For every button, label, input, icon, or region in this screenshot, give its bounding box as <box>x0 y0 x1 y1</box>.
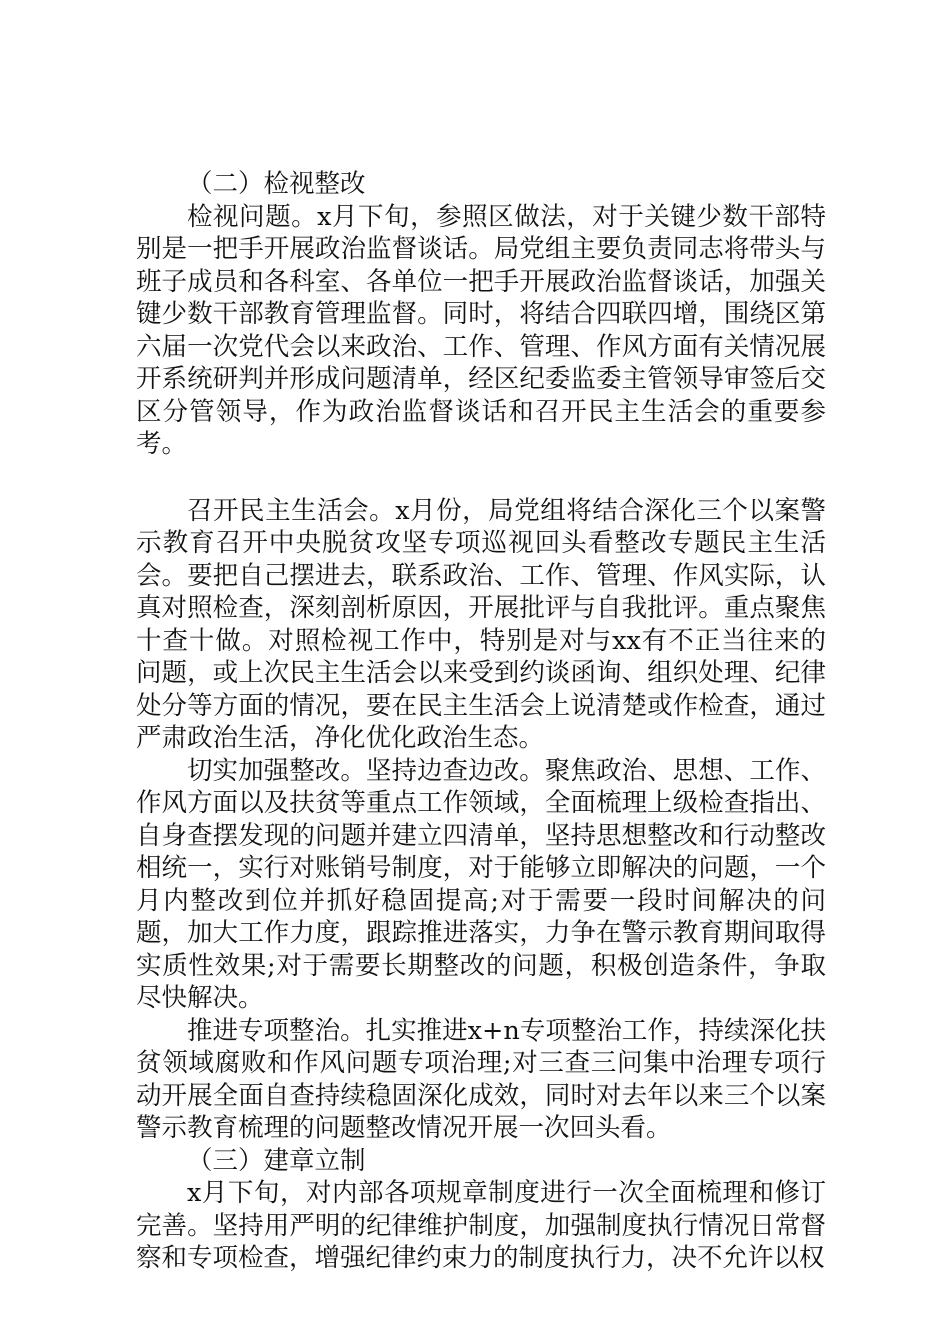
paragraph-strengthen-rectification: 切实加强整改。坚持边查边改。聚焦政治、思想、工作、作风方面以及扶贫等重点工作领域，全面梳理上级检查指出、自身查摆发现的问题并建立四清单，坚持思想整改和行动整改相统一，实行对账销号制度，对于能够立即解决的问题，一个月内整改到位并抓好稳固提高;对于需要一段时间解决的问题，加大工作力度，跟踪推进落实，力争在警示教育期间取得实质性效果;对于需要长期整改的问题，积极创造条件，争取尽快解决。 <box>136 755 826 1013</box>
section-heading-regulations: （三）建章立制 <box>187 1145 366 1176</box>
paragraph-special-rectification: 推进专项整治。扎实推进x+n专项整治工作，持续深化扶贫领域腐败和作风问题专项治理;对三查三问集中治理专项行动开展全面自查持续稳固深化成效，同时对去年以来三个以案警示教育梳理的问题整改情况开展一次回头看。 <box>136 1015 826 1143</box>
section-heading-inspection: （二）检视整改 <box>187 169 366 199</box>
paragraph-regulations: x月下旬，对内部各项规章制度进行一次全面梳理和修订完善。坚持用严明的纪律维护制度，加强制度执行情况日常督察和专项检查，增强纪律约束力的制度执行力，决不允许以权 <box>136 1178 826 1273</box>
paragraph-inspect-problems: 检视问题。x月下旬，参照区做法，对于关键少数干部特别是一把手开展政治监督谈话。局党组主要负责同志将带头与班子成员和各科室、各单位一把手开展政治监督谈话，加强关键少数干部教育管理监督。同时，将结合四联四增，围绕区第六届一次党代会以来政治、工作、管理、作风方面有关情况展开系统研判并形成问题清单，经区纪委监委主管领导审签后交区分管领导，作为政治监督谈话和召开民主生活会的重要参考。 <box>136 201 826 459</box>
paragraph-democratic-life-meeting: 召开民主生活会。x月份，局党组将结合深化三个以案警示教育召开中央脱贫攻坚专项巡视回头看整改专题民主生活会。要把自己摆进去，联系政治、工作、管理、作风实际，认真对照检查，深刻剖析原因，开展批评与自我批评。重点聚焦十查十做。对照检视工作中，特别是对与xx有不正当往来的问题，或上次民主生活会以来受到约谈函询、组织处理、纪律处分等方面的情况，要在民主生活会上说清楚或作检查，通过严肃政治生活，净化优化政治生态。 <box>136 495 826 753</box>
document-body <box>136 168 826 1275</box>
